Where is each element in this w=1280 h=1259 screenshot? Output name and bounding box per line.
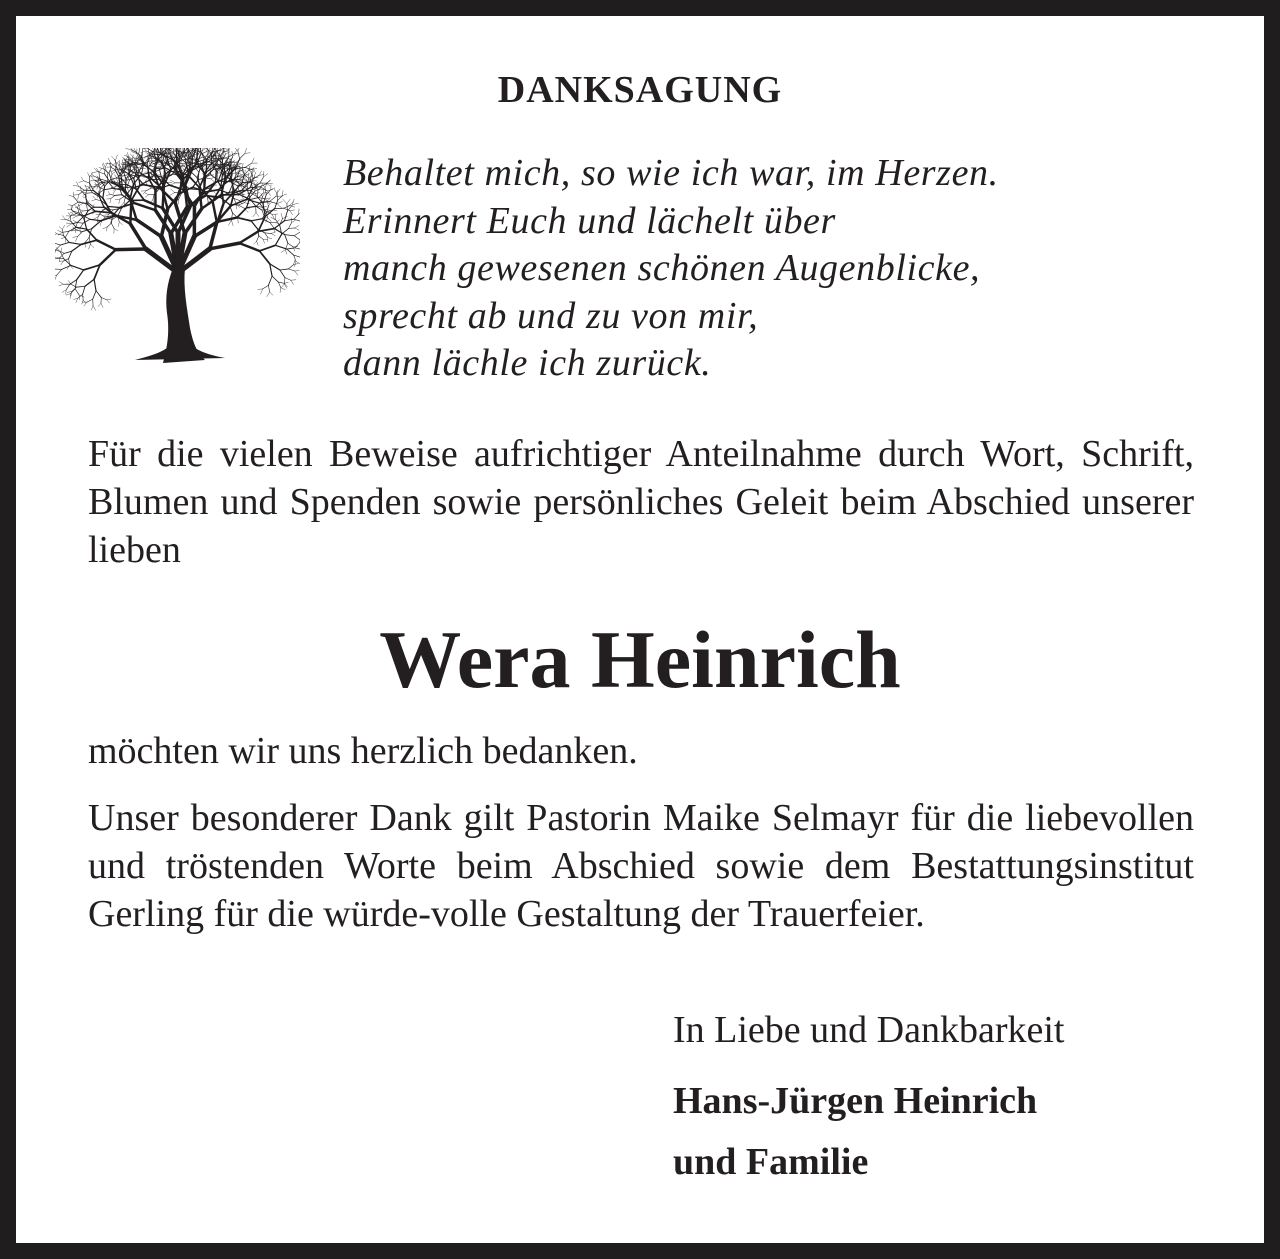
poem-line: dann lächle ich zurück. bbox=[343, 342, 712, 384]
special-thanks-paragraph: Unser besonderer Dank gilt Pastorin Maike Selmayr für die liebevollen und tröstenden Worte beim Abschied sowie dem Bestattungsinstitut Gerling für die würde-volle Gestaltung der Trauerfeier. bbox=[88, 797, 1194, 935]
notice-title: DANKSAGUNG bbox=[497, 69, 783, 111]
closing-line: In Liebe und Dankbarkeit bbox=[673, 1009, 1065, 1051]
poem-line: Behaltet mich, so wie ich war, im Herzen. bbox=[343, 152, 999, 194]
thanks-paragraph: möchten wir uns herzlich bedanken. bbox=[88, 730, 638, 772]
signatory-name: Hans-Jürgen Heinrich bbox=[673, 1080, 1038, 1122]
tree-icon bbox=[55, 148, 300, 363]
deceased-name: Wera Heinrich bbox=[379, 614, 901, 705]
intro-paragraph: Für die vielen Beweise aufrichtiger Anteilnahme durch Wort, Schrift, Blumen und Spenden sowie persönliches Geleit beim Abschied unserer lieben bbox=[88, 433, 1194, 571]
poem bbox=[343, 150, 999, 388]
signatory-family: und Familie bbox=[673, 1141, 869, 1183]
poem-line: sprecht ab und zu von mir, bbox=[343, 294, 759, 337]
poem-line: manch gewesenen schönen Augenblicke, bbox=[343, 247, 981, 289]
poem-line: Erinnert Euch und lächelt über bbox=[343, 199, 836, 242]
